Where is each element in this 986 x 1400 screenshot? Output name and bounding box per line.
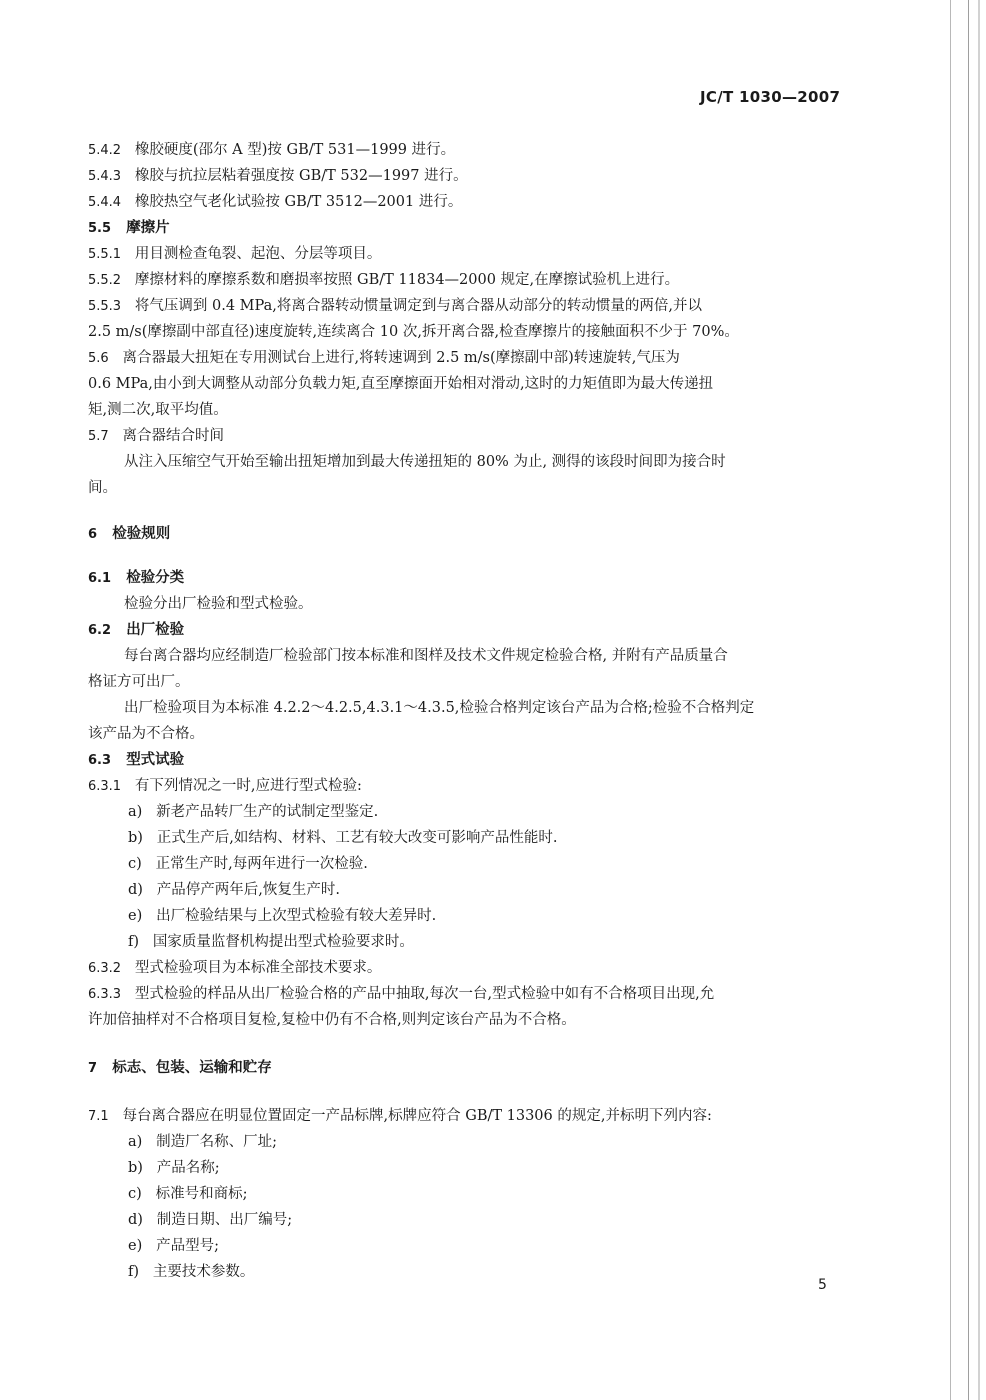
clause-text: 橡胶热空气老化试验按 GB/T 3512—2001 进行。 bbox=[134, 194, 463, 210]
list-text: 正常生产时,每两年进行一次检验. bbox=[155, 856, 368, 872]
list-item bbox=[128, 854, 368, 874]
clause-text: 间。 bbox=[88, 480, 117, 496]
continuation-line bbox=[88, 322, 739, 342]
clause-text: 矩,测二次,取平均值。 bbox=[88, 402, 228, 418]
clause-number: 5.5.2 bbox=[88, 273, 122, 288]
list-text: 出厂检验结果与上次型式检验有较大差异时. bbox=[156, 908, 437, 924]
clause-number: 6.3 bbox=[88, 753, 112, 768]
paragraph-line bbox=[124, 594, 313, 614]
list-marker: f) bbox=[128, 1264, 140, 1280]
clause-line bbox=[88, 244, 381, 265]
clause-number: 7.1 bbox=[88, 1109, 109, 1124]
chapter-number: 6 bbox=[88, 527, 98, 542]
clause-number: 6.2 bbox=[88, 623, 112, 638]
paragraph-line bbox=[124, 452, 726, 472]
clause-line bbox=[88, 1106, 712, 1127]
list-text: 产品停产两年后,恢复生产时. bbox=[156, 882, 340, 898]
clause-line bbox=[88, 192, 462, 213]
clause-number: 5.5 bbox=[88, 221, 112, 236]
chapter-number: 7 bbox=[88, 1061, 98, 1076]
list-marker: b) bbox=[128, 830, 143, 846]
clause-number: 5.7 bbox=[88, 429, 109, 444]
list-item bbox=[128, 1210, 292, 1230]
list-item bbox=[128, 906, 436, 926]
scan-edge-line bbox=[978, 0, 980, 1400]
clause-text: 型式检验的样品从出厂检验合格的产品中抽取,每次一台,型式检验中如有不合格项目出现,允 bbox=[134, 986, 715, 1002]
continuation-line bbox=[88, 1010, 576, 1030]
clause-text: 检验分类 bbox=[126, 569, 185, 586]
clause-text: 从注入压缩空气开始至输出扭矩增加到最大传递扭矩的 80% 为止, 测得的该段时间即为接合时 bbox=[124, 454, 726, 470]
clause-line bbox=[88, 958, 381, 979]
list-marker: b) bbox=[128, 1160, 143, 1176]
list-marker: a) bbox=[128, 804, 143, 820]
clause-text: 摩擦片 bbox=[126, 219, 170, 236]
list-item bbox=[128, 1184, 248, 1204]
list-marker: e) bbox=[128, 1238, 143, 1254]
clause-number: 5.6 bbox=[88, 351, 109, 366]
list-item bbox=[128, 828, 558, 848]
clause-text: 摩擦材料的摩擦系数和磨损率按照 GB/T 11834—2000 规定,在摩擦试验机上进行。 bbox=[134, 272, 680, 288]
clause-number: 5.4.2 bbox=[88, 143, 122, 158]
continuation-line bbox=[88, 724, 204, 744]
scan-edge-line bbox=[968, 0, 969, 1400]
chapter-title: 标志、包装、运输和贮存 bbox=[112, 1059, 272, 1076]
list-item bbox=[128, 802, 378, 822]
clause-text: 橡胶硬度(邵尔 A 型)按 GB/T 531—1999 进行。 bbox=[134, 142, 456, 158]
chapter-title: 检验规则 bbox=[112, 525, 171, 542]
clause-text: 型式试验 bbox=[126, 751, 185, 768]
chapter-heading bbox=[88, 524, 170, 545]
clause-text: 有下列情况之一时,应进行型式检验: bbox=[134, 778, 362, 794]
clause-text: 检验分出厂检验和型式检验。 bbox=[124, 596, 313, 612]
section-heading bbox=[88, 218, 170, 239]
clause-text: 2.5 m/s(摩擦副中部直径)速度旋转,连续离合 10 次,拆开离合器,检查摩擦片的接触面积不少于 70%。 bbox=[88, 324, 739, 340]
list-item bbox=[128, 1262, 254, 1282]
document-code: JC/T 1030—2007 bbox=[700, 88, 841, 106]
clause-number: 5.4.3 bbox=[88, 169, 122, 184]
list-text: 主要技术参数。 bbox=[152, 1264, 255, 1280]
list-text: 新老产品转厂生产的试制定型鉴定. bbox=[156, 804, 379, 820]
clause-text: 型式检验项目为本标准全部技术要求。 bbox=[134, 960, 382, 976]
section-heading bbox=[88, 568, 184, 589]
clause-number: 6.1 bbox=[88, 571, 112, 586]
list-marker: c) bbox=[128, 856, 142, 872]
list-item bbox=[128, 932, 414, 952]
list-marker: f) bbox=[128, 934, 140, 950]
clause-text: 0.6 MPa,由小到大调整从动部分负载力矩,直至摩擦面开始相对滑动,这时的力矩值即为最大传递扭 bbox=[88, 376, 714, 392]
continuation-line bbox=[88, 400, 228, 420]
list-marker: c) bbox=[128, 1186, 142, 1202]
clause-number: 5.5.3 bbox=[88, 299, 122, 314]
list-item bbox=[128, 1236, 219, 1256]
clause-text: 出厂检验项目为本标准 4.2.2～4.2.5,4.3.1～4.3.5,检验合格判定该台产品为合格;检验不合格判定 bbox=[124, 700, 755, 716]
clause-line bbox=[88, 348, 680, 369]
list-marker: a) bbox=[128, 1134, 143, 1150]
list-item bbox=[128, 1158, 220, 1178]
clause-text: 离合器最大扭矩在专用测试台上进行,将转速调到 2.5 m/s(摩擦副中部)转速旋转,气压为 bbox=[122, 350, 680, 366]
list-text: 产品型号; bbox=[156, 1238, 219, 1254]
list-text: 标准号和商标; bbox=[155, 1186, 248, 1202]
clause-line bbox=[88, 140, 455, 161]
clause-text: 出厂检验 bbox=[126, 621, 185, 638]
scan-edge-line bbox=[950, 0, 951, 1400]
list-item bbox=[128, 880, 340, 900]
clause-line bbox=[88, 296, 702, 317]
section-heading bbox=[88, 750, 184, 771]
list-item bbox=[128, 1132, 277, 1152]
list-marker: e) bbox=[128, 908, 143, 924]
clause-text: 每台离合器均应经制造厂检验部门按本标准和图样及技术文件规定检验合格, 并附有产品质量合 bbox=[124, 648, 728, 664]
continuation-line bbox=[88, 478, 117, 498]
clause-number: 5.5.1 bbox=[88, 247, 122, 262]
chapter-heading bbox=[88, 1058, 272, 1079]
clause-line bbox=[88, 426, 224, 447]
list-text: 国家质量监督机构提出型式检验要求时。 bbox=[152, 934, 414, 950]
list-marker: d) bbox=[128, 882, 143, 898]
paragraph-line bbox=[124, 698, 754, 718]
section-heading bbox=[88, 620, 184, 641]
clause-text: 每台离合器应在明显位置固定一产品标牌,标牌应符合 GB/T 13306 的规定,并标明下列内容: bbox=[122, 1108, 712, 1124]
clause-text: 用目测检查龟裂、起泡、分层等项目。 bbox=[134, 246, 382, 262]
continuation-line bbox=[88, 374, 713, 394]
paragraph-line bbox=[124, 646, 728, 666]
clause-number: 6.3.3 bbox=[88, 987, 122, 1002]
list-text: 制造厂名称、厂址; bbox=[156, 1134, 278, 1150]
clause-text: 格证方可出厂。 bbox=[88, 674, 190, 690]
clause-text: 橡胶与抗拉层粘着强度按 GB/T 532—1997 进行。 bbox=[134, 168, 468, 184]
list-marker: d) bbox=[128, 1212, 143, 1228]
list-text: 正式生产后,如结构、材料、工艺有较大改变可影响产品性能时. bbox=[156, 830, 558, 846]
clause-text: 许加倍抽样对不合格项目复检,复检中仍有不合格,则判定该台产品为不合格。 bbox=[88, 1012, 576, 1028]
clause-text: 离合器结合时间 bbox=[122, 428, 225, 444]
clause-line bbox=[88, 984, 714, 1005]
clause-text: 将气压调到 0.4 MPa,将离合器转动惯量调定到与离合器从动部分的转动惯量的两倍,并以 bbox=[134, 298, 702, 314]
continuation-line bbox=[88, 672, 190, 692]
clause-line bbox=[88, 776, 362, 797]
clause-text: 该产品为不合格。 bbox=[88, 726, 204, 742]
list-text: 制造日期、出厂编号; bbox=[156, 1212, 293, 1228]
clause-line bbox=[88, 166, 468, 187]
clause-number: 6.3.1 bbox=[88, 779, 122, 794]
list-text: 产品名称; bbox=[156, 1160, 220, 1176]
clause-number: 5.4.4 bbox=[88, 195, 122, 210]
clause-number: 6.3.2 bbox=[88, 961, 122, 976]
clause-line bbox=[88, 270, 679, 291]
page-number: 5 bbox=[818, 1277, 827, 1293]
